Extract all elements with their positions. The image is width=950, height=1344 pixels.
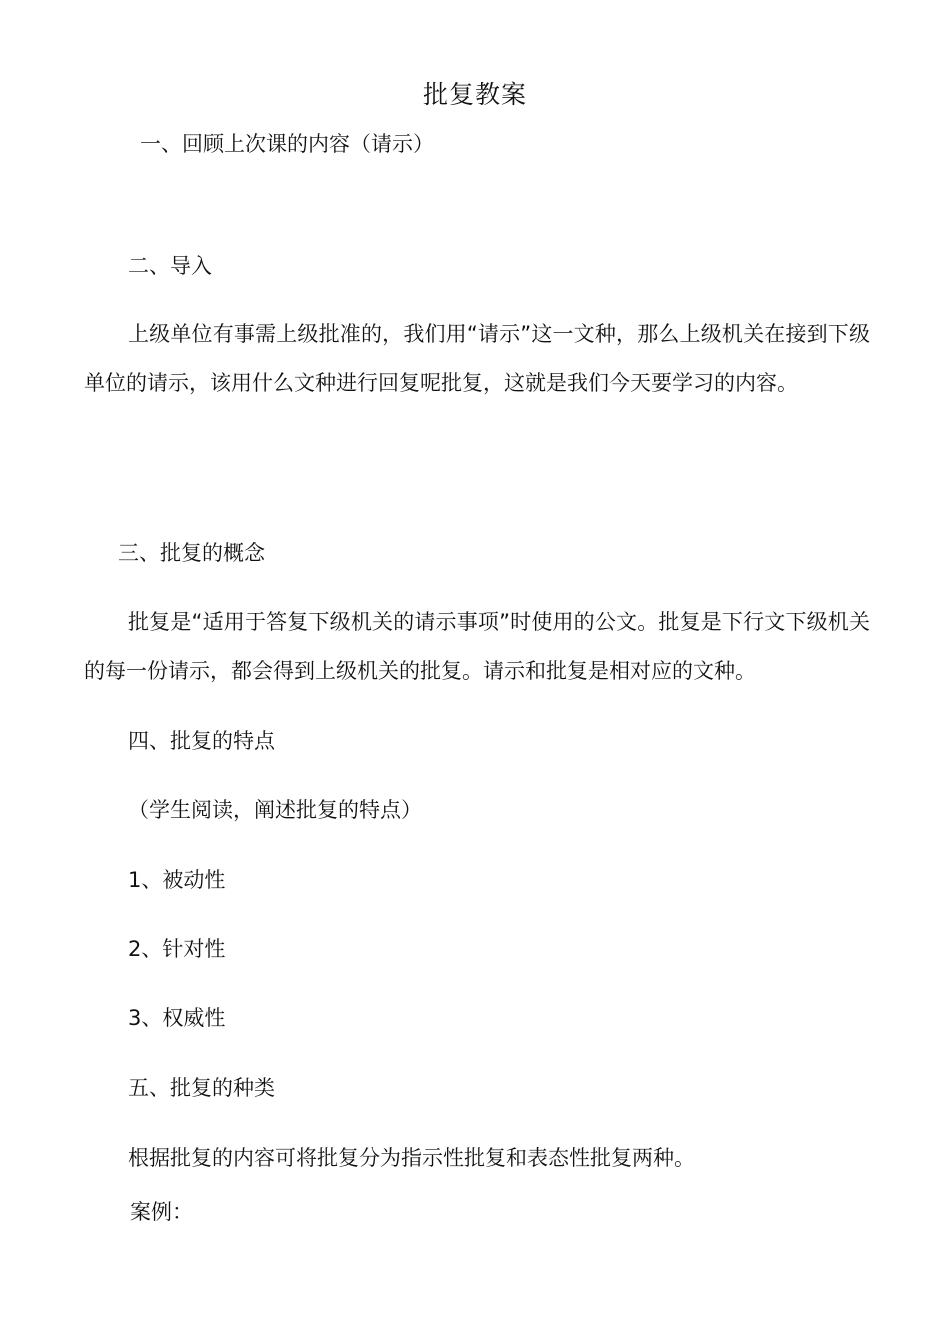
feature-item-authority: 3、权威性	[128, 1006, 226, 1030]
section-heading-concept: 三、批复的概念	[118, 541, 265, 565]
case-label: 案例：	[130, 1200, 193, 1224]
section-heading-intro: 二、导入	[128, 254, 212, 278]
paragraph-intro: 上级单位有事需上级批准的，我们用“请示”这一文种，那么上级机关在接到下级单位的请示，该用什么文种进行回复呢批复，这就是我们今天要学习的内容。	[84, 322, 870, 395]
feature-item-targeted: 2、针对性	[128, 937, 226, 961]
document-title: 批复教案	[422, 80, 527, 109]
section-heading-features: 四、批复的特点	[128, 729, 275, 753]
paragraph-types: 根据批复的内容可将批复分为指示性批复和表态性批复两种。	[128, 1146, 695, 1170]
paragraph-concept: 批复是“适用于答复下级机关的请示事项”时使用的公文。批复是下行文下级机关的每一份请示，都会得到上级机关的批复。请示和批复是相对应的文种。	[84, 610, 870, 683]
features-instruction: （学生阅读，阐述批复的特点）	[128, 798, 422, 822]
section-heading-types: 五、批复的种类	[128, 1076, 275, 1100]
section-heading-review: 一、回顾上次课的内容（请示）	[140, 132, 434, 156]
feature-item-passive: 1、被动性	[128, 868, 226, 892]
